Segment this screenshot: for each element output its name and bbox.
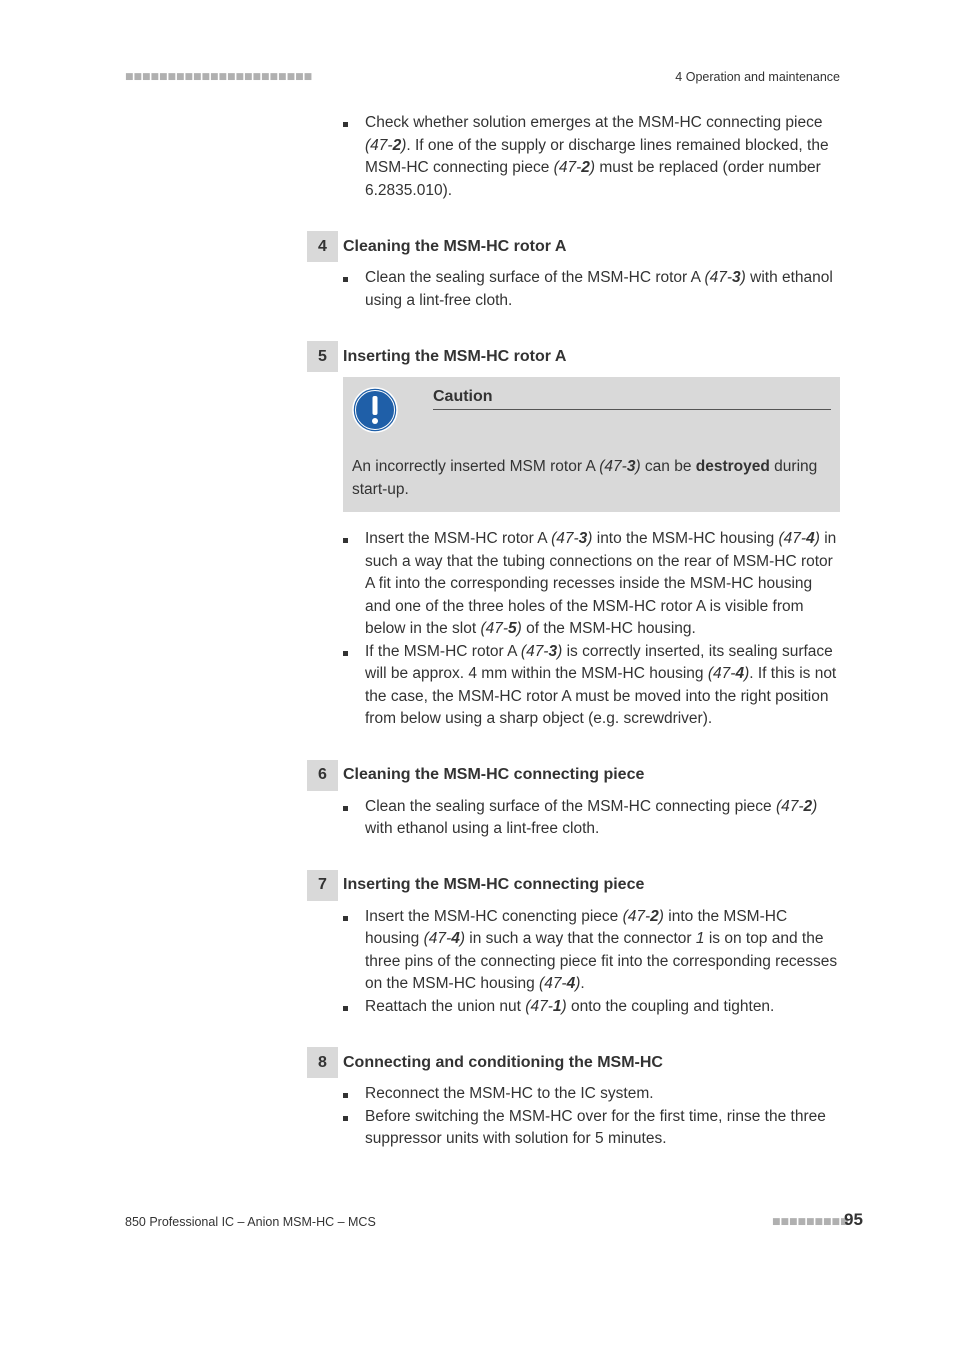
step-title: Inserting the MSM-HC rotor A [343, 347, 567, 365]
figure-ref: (47-3) [599, 458, 641, 475]
exclamation-icon [352, 387, 398, 433]
page-content [307, 112, 840, 1151]
caution-text: An incorrectly inserted MSM rotor A (47-3) can be destroyed during start-up. [352, 458, 818, 498]
step-list [307, 906, 840, 1019]
step-number: 8 [307, 1047, 338, 1078]
step-heading [307, 760, 840, 791]
figure-ref: (47-2) [775, 797, 818, 815]
header-decoration: ■■■■■■■■■■■■■■■■■■■■■■ [125, 72, 313, 82]
step-number: 7 [307, 870, 338, 901]
list-item: Before switching the MSM-HC over for the first time, rinse the three suppressor units with solution for 5 minutes. [365, 1106, 840, 1151]
list-item: Reconnect the MSM-HC to the IC system. [365, 1083, 840, 1106]
figure-ref: (47-2) [622, 907, 664, 925]
intro-list [307, 112, 840, 202]
figure-ref: (47-4) [423, 930, 465, 947]
list-item: Insert the MSM-HC rotor A (47-3) into the MSM-HC housing (47-4) in such a way that the tubing connections on the rear of MSM-HC rotor A fit into the corresponding recesses inside the MSM-HC housing and one of the three holes of the MSM-HC rotor A is visible from below in the slot (47-5) of the MSM-HC housing. [365, 528, 840, 641]
step-heading [307, 231, 840, 262]
list-item: Reattach the union nut (47-1) onto the coupling and tighten. [365, 996, 840, 1019]
figure-ref: (47-2) [365, 136, 407, 154]
step-title: Cleaning the MSM-HC connecting piece [343, 766, 645, 783]
step-heading [307, 870, 840, 901]
figure-ref: (47-3) [704, 269, 746, 286]
caution-box [343, 377, 840, 512]
step-title: Cleaning the MSM-HC rotor A [343, 237, 567, 255]
page-number: 95 [844, 1210, 863, 1229]
list-item: Clean the sealing surface of the MSM-HC rotor A (47-3) with ethanol using a lint-free cloth. [365, 267, 840, 312]
step-list [307, 528, 840, 731]
step-heading [307, 341, 840, 372]
figure-ref: (47-3) [551, 530, 593, 547]
figure-ref: (47-1) [525, 997, 567, 1015]
footer-decoration: ■■■■■■■■■ [772, 1217, 849, 1227]
step-number: 6 [307, 760, 338, 791]
step-number: 5 [307, 341, 338, 372]
chapter-title: 4 Operation and maintenance [675, 70, 840, 84]
step-title: Inserting the MSM-HC connecting piece [343, 876, 645, 893]
list-item: Check whether solution emerges at the MSM-HC connecting piece (47-2). If one of the supply or discharge lines remained blocked, the MSM-HC connecting piece (47-2) must be replaced (order number 6.2835.010). [365, 112, 840, 202]
caution-heading: Caution [433, 387, 831, 410]
step-title: Connecting and conditioning the MSM-HC [343, 1053, 663, 1071]
figure-ref: (47-4) [778, 530, 820, 547]
step-list [307, 1083, 840, 1151]
step-list [307, 796, 840, 841]
list-item: Insert the MSM-HC conencting piece (47-2) into the MSM-HC housing (47-4) in such a way that the connector 1 is on top and the three pins of the connecting piece fit into the corresponding recesses on the MSM-HC housing (47-4). [365, 906, 840, 996]
figure-ref: (47-5) [480, 620, 522, 637]
step-number: 4 [307, 231, 338, 262]
figure-ref: (47-3) [520, 642, 563, 660]
figure-ref: (47-4) [539, 975, 581, 992]
figure-ref: (47-2) [553, 159, 596, 176]
step-list [307, 267, 840, 312]
step-heading [307, 1047, 840, 1078]
figure-ref: (47-4) [707, 665, 750, 682]
footer-title: 850 Professional IC – Anion MSM-HC – MCS [125, 1215, 376, 1229]
list-item: Clean the sealing surface of the MSM-HC connecting piece (47-2) with ethanol using a lint-free cloth. [365, 796, 840, 841]
list-item: If the MSM-HC rotor A (47-3) is correctly inserted, its sealing surface will be approx. 4 mm within the MSM-HC housing (47-4). If this is not the case, the MSM-HC rotor A must be moved into the right position from below using a sharp object (e.g. screwdriver). [365, 641, 840, 731]
